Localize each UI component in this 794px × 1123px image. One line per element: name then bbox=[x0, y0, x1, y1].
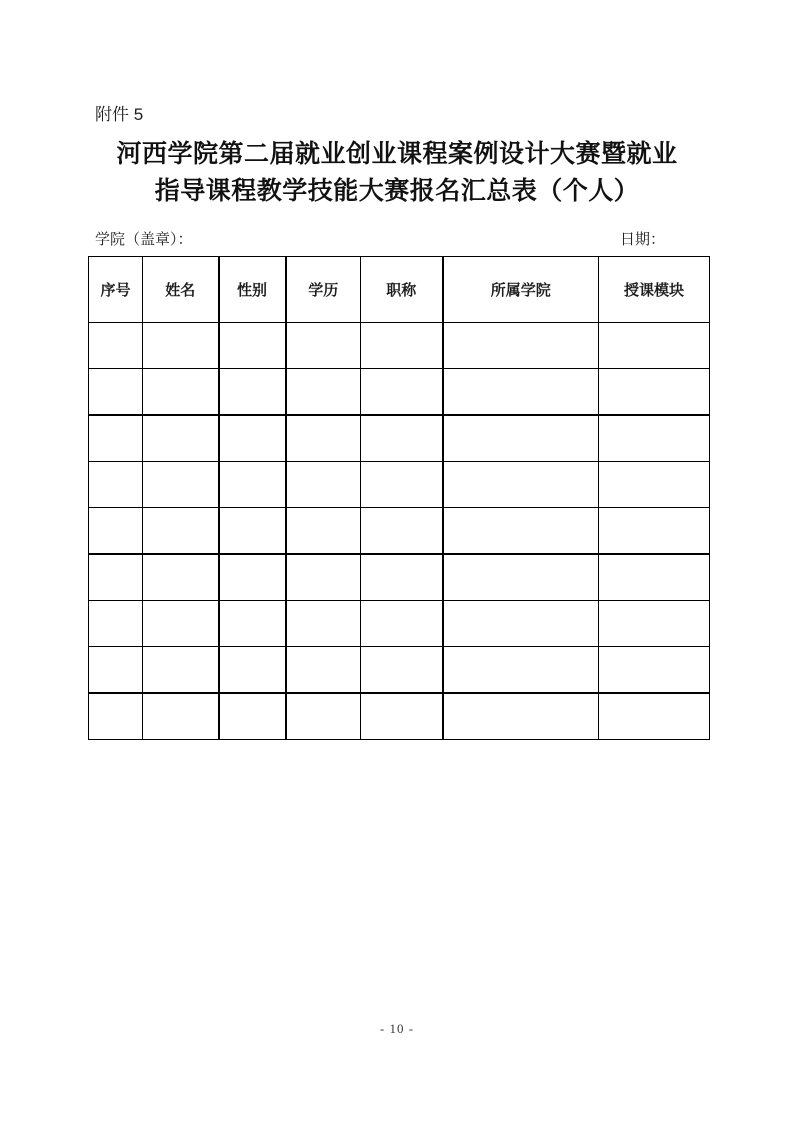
table-header-row bbox=[89, 257, 710, 323]
table-cell bbox=[89, 647, 143, 694]
table-cell bbox=[361, 693, 443, 740]
table-cell bbox=[286, 462, 361, 508]
table-cell bbox=[89, 323, 143, 369]
column-header-serial: 序号 bbox=[89, 257, 143, 323]
table-cell bbox=[443, 601, 599, 647]
table-cell bbox=[286, 601, 361, 647]
table-cell bbox=[599, 601, 710, 647]
table-cell bbox=[219, 462, 286, 508]
table-row bbox=[89, 601, 710, 647]
table-cell bbox=[599, 369, 710, 416]
table-cell bbox=[361, 415, 443, 462]
column-header-degree: 学历 bbox=[286, 257, 361, 323]
table-cell bbox=[219, 323, 286, 369]
table-cell bbox=[219, 554, 286, 601]
table-cell bbox=[443, 693, 599, 740]
table-cell bbox=[286, 323, 361, 369]
table-cell bbox=[443, 323, 599, 369]
title-line-1: 河西学院第二届就业创业课程案例设计大赛暨就业 bbox=[116, 141, 678, 168]
table-cell bbox=[443, 462, 599, 508]
attachment-label: 附件 5 bbox=[95, 105, 144, 124]
table-cell bbox=[599, 554, 710, 601]
table-cell bbox=[89, 415, 143, 462]
table-cell bbox=[286, 508, 361, 555]
table-cell bbox=[443, 415, 599, 462]
table-row bbox=[89, 323, 710, 369]
table-cell bbox=[143, 647, 219, 694]
table-cell bbox=[443, 647, 599, 694]
table-cell bbox=[143, 462, 219, 508]
table-cell bbox=[361, 369, 443, 416]
document-title bbox=[0, 136, 794, 210]
table-cell bbox=[143, 601, 219, 647]
table-cell bbox=[89, 554, 143, 601]
table-cell bbox=[599, 693, 710, 740]
table-cell bbox=[443, 508, 599, 555]
table-cell bbox=[89, 601, 143, 647]
table-cell bbox=[286, 554, 361, 601]
column-header-module: 授课模块 bbox=[599, 257, 710, 323]
table-cell bbox=[599, 647, 710, 694]
table-cell bbox=[599, 415, 710, 462]
registration-table bbox=[88, 256, 710, 740]
table-cell bbox=[219, 415, 286, 462]
table-cell bbox=[286, 693, 361, 740]
college-stamp-label: 学院（盖章）： bbox=[95, 232, 193, 248]
table-cell bbox=[143, 508, 219, 555]
table-cell bbox=[361, 601, 443, 647]
date-label: 日期： bbox=[619, 232, 665, 248]
table-cell bbox=[443, 554, 599, 601]
table-cell bbox=[361, 554, 443, 601]
table-row bbox=[89, 554, 710, 601]
table-cell bbox=[219, 647, 286, 694]
table-cell bbox=[89, 508, 143, 555]
table-cell bbox=[599, 323, 710, 369]
table-row bbox=[89, 508, 710, 555]
table-row bbox=[89, 369, 710, 416]
table-cell bbox=[599, 462, 710, 508]
column-header-title: 职称 bbox=[361, 257, 443, 323]
table-body bbox=[89, 323, 710, 740]
table-cell bbox=[286, 647, 361, 694]
table-cell bbox=[89, 462, 143, 508]
table-row bbox=[89, 693, 710, 740]
table-cell bbox=[219, 693, 286, 740]
table-cell bbox=[599, 508, 710, 555]
table-cell bbox=[361, 323, 443, 369]
form-subheader bbox=[88, 230, 709, 250]
table-cell bbox=[361, 508, 443, 555]
column-header-gender: 性别 bbox=[219, 257, 286, 323]
table-cell bbox=[143, 693, 219, 740]
table-row bbox=[89, 462, 710, 508]
table-row bbox=[89, 415, 710, 462]
table-cell bbox=[219, 508, 286, 555]
table-cell bbox=[89, 693, 143, 740]
table-cell bbox=[443, 369, 599, 416]
table-cell bbox=[143, 369, 219, 416]
table-cell bbox=[286, 415, 361, 462]
table-cell bbox=[361, 462, 443, 508]
table-cell bbox=[143, 554, 219, 601]
table-cell bbox=[361, 647, 443, 694]
table-cell bbox=[286, 369, 361, 416]
column-header-college: 所属学院 bbox=[443, 257, 599, 323]
table-cell bbox=[143, 415, 219, 462]
table-cell bbox=[219, 601, 286, 647]
table-cell bbox=[143, 323, 219, 369]
title-line-2: 指导课程教学技能大赛报名汇总表（个人） bbox=[154, 178, 640, 205]
page-number: - 10 - bbox=[379, 1021, 415, 1036]
column-header-name: 姓名 bbox=[143, 257, 219, 323]
table-cell bbox=[219, 369, 286, 416]
table-cell bbox=[89, 369, 143, 416]
table-row bbox=[89, 647, 710, 694]
